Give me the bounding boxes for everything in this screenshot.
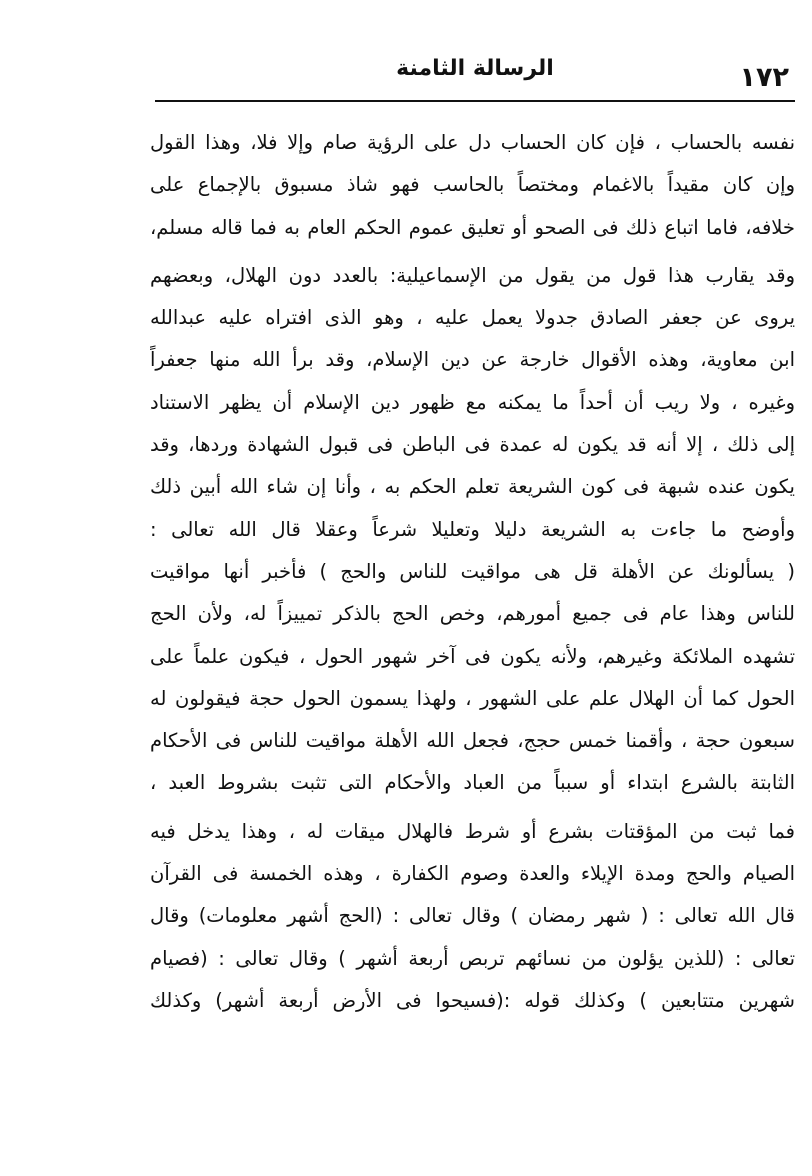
text-line: وقد يقارب هذا قول من يقول من الإسماعيلية: بالعدد دون الهلال، وبعضهم bbox=[150, 263, 795, 287]
page-number: ١٧٢ bbox=[739, 62, 789, 93]
text-line: إلى ذلك ، إلا أنه قد يكون له عمدة فى الباطن فى قبول الشهادة وردها، وقد bbox=[150, 433, 795, 457]
paragraph bbox=[150, 811, 795, 1022]
text-line: الثابتة بالشرع ابتداء أو سبباً من العباد والأحكام التى تثبت بشروط العبد ، bbox=[150, 771, 795, 795]
text-line: تشهده الملائكة وغيرهم، ولأنه يكون فى آخر شهور الحول ، فيكون علماً على bbox=[150, 644, 795, 668]
body-text bbox=[150, 122, 795, 1022]
text-line: تعالى : (للذين يؤلون من نسائهم تربص أربعة أشهر ) وقال تعالى : (فصيام bbox=[150, 946, 795, 970]
text-line: يكون عنده شبهة فى كون الشريعة تعلم الحكم به ، وأنا إن شاء الله أبين ذلك bbox=[150, 475, 795, 499]
paragraph bbox=[150, 122, 795, 249]
text-line: للناس وهذا عام فى جميع أمورهم، وخص الحج بالذكر تمييزاً له، ولأن الحج bbox=[150, 602, 795, 626]
text-line: يروى عن جعفر الصادق جدولا يعمل عليه ، وهو الذى افتراه عليه عبدالله bbox=[150, 306, 795, 330]
paragraph bbox=[150, 255, 795, 805]
text-line: فما ثبت من المؤقتات بشرع أو شرط فالهلال ميقات له ، وهذا يدخل فيه bbox=[150, 819, 795, 843]
text-line: وأوضح ما جاءت به الشريعة دليلا وتعليلا شرعاً وعقلا قال الله تعالى : bbox=[150, 517, 795, 541]
header-rule bbox=[155, 100, 795, 102]
text-line: ( يسألونك عن الأهلة قل هى مواقيت للناس والحج ) فأخبر أنها مواقيت bbox=[150, 559, 795, 583]
text-line: وإن كان مقيداً بالاغمام ومختصاً بالحاسب فهو شاذ مسبوق بالإجماع على bbox=[150, 173, 795, 197]
text-line: الحول كما أن الهلال علم على الشهور ، ولهذا يسمون الحول حجة فيقولون له bbox=[150, 686, 795, 710]
running-title: الرسالة الثامنة bbox=[396, 56, 554, 81]
text-line: ابن معاوية، وهذه الأقوال خارجة عن دين الإسلام، وقد برأ الله منها جعفراً bbox=[150, 348, 795, 372]
text-line: نفسه بالحساب ، فإن كان الحساب دل على الرؤية صام وإلا فلا، وهذا القول bbox=[150, 131, 795, 154]
text-line: قال الله تعالى : ( شهر رمضان ) وقال تعالى : (الحج أشهر معلومات) وقال bbox=[150, 904, 795, 928]
text-line: الصيام والحج ومدة الإيلاء والعدة وصوم الكفارة ، وهذه الخمسة فى القرآن bbox=[150, 862, 795, 886]
text-line: سبعون حجة ، وأقمنا خمس حجج، فجعل الله الأهلة مواقيت للناس فى الأحكام bbox=[150, 729, 795, 753]
text-line: وغيره ، ولا ريب أن أحداً ما يمكنه مع ظهور دين الإسلام أن يظهر الاستناد bbox=[150, 390, 795, 414]
text-line: شهرين متتابعين ) وكذلك قوله :(فسيحوا فى الأرض أربعة أشهر) وكذلك bbox=[150, 988, 795, 1012]
text-line: خلافه، فاما اتباع ذلك فى الصحو أو تعليق عموم الحكم العام به فما قاله مسلم، bbox=[150, 215, 795, 239]
page-header bbox=[155, 52, 795, 96]
